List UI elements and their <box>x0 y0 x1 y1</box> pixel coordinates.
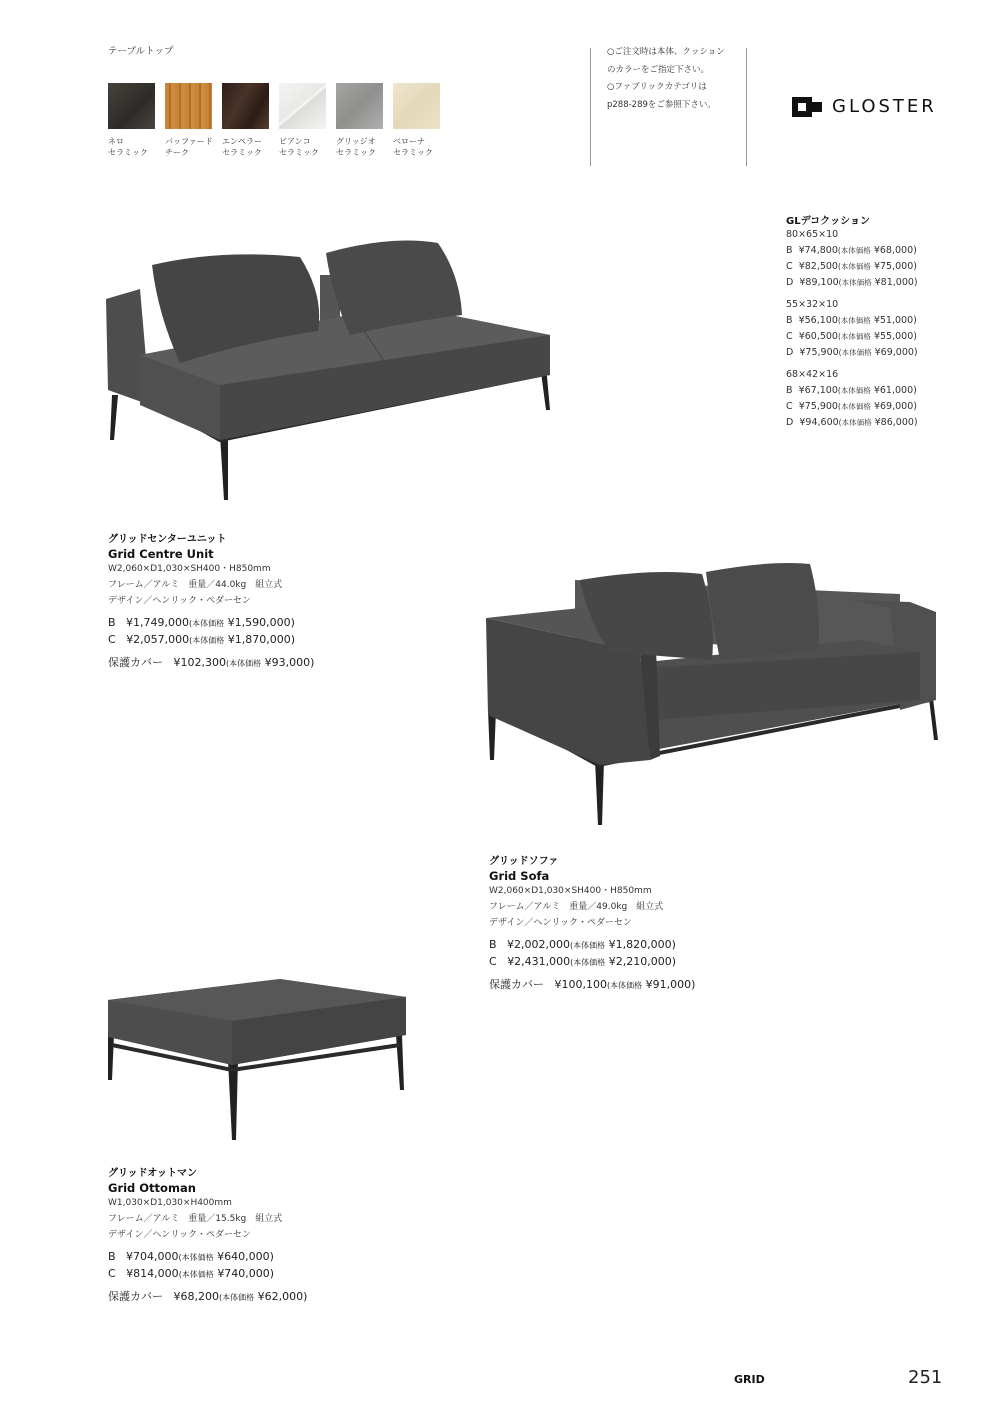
cushion-price-row: C ¥82,500(本体価格 ¥75,000) <box>786 261 917 272</box>
swatch-teak <box>165 83 212 129</box>
product-frame: フレーム／アルミ 重量／49.0kg 組立式 <box>489 902 664 912</box>
product-design: デザイン／ヘンリック・ペダーセン <box>489 918 632 928</box>
ottoman-details <box>108 1164 307 1306</box>
order-notes: ○ご注文時は本体、クッション のカラーをご指定下さい。 ○ファブリックカテゴリは p288-289をご参照下さい。 <box>607 47 725 110</box>
cushion-price-row: D ¥75,900(本体価格 ¥69,000) <box>786 347 918 358</box>
cover-price: 保護カバー ¥102,300(本体価格 ¥93,000) <box>108 656 315 669</box>
price-row: C ¥2,431,000(本体価格 ¥2,210,000) <box>489 955 677 968</box>
product-name-jp: グリッドソファ <box>489 856 559 867</box>
brand-logo <box>792 96 937 117</box>
swatch-nero <box>108 83 155 129</box>
cushion-price-row: B ¥74,800(本体価格 ¥68,000) <box>786 245 917 256</box>
swatch-label: エンペラー セラミック <box>222 137 262 157</box>
centre-unit-details <box>108 530 314 672</box>
grid-centre-unit-image <box>100 235 560 505</box>
product-design: デザイン／ヘンリック・ペダーセン <box>108 596 251 606</box>
cushion-size: 68×42×16 <box>786 369 839 380</box>
swatch-label: ビアンコ セラミック <box>279 137 319 157</box>
price-row: B ¥704,000(本体価格 ¥640,000) <box>108 1250 274 1263</box>
swatch-label: バッファード チーク <box>165 137 213 157</box>
brand-name: GLOSTER <box>832 96 937 117</box>
gloster-mark-icon <box>792 97 824 117</box>
tabletop-title: テーブルトップ <box>108 46 174 57</box>
price-row: B ¥1,749,000(本体価格 ¥1,590,000) <box>108 616 295 629</box>
product-frame: フレーム／アルミ 重量／44.0kg 組立式 <box>108 580 283 590</box>
cover-price: 保護カバー ¥68,200(本体価格 ¥62,000) <box>108 1290 308 1303</box>
cushion-price-row: C ¥60,500(本体価格 ¥55,000) <box>786 331 917 342</box>
swatch-label: グリッジオ セラミック <box>336 137 376 157</box>
cushion-price-row: B ¥56,100(本体価格 ¥51,000) <box>786 315 917 326</box>
swatch-verona <box>393 83 440 129</box>
swatch-labels <box>108 136 450 158</box>
cushion-size: 55×32×10 <box>786 299 839 310</box>
cushion-price-row: C ¥75,900(本体価格 ¥69,000) <box>786 401 917 412</box>
product-name-jp: グリッドオットマン <box>108 1168 197 1179</box>
cushion-title: GLデコクッション <box>786 216 870 227</box>
page-number: 251 <box>908 1367 943 1388</box>
product-name-en: Grid Ottoman <box>108 1181 196 1195</box>
swatch-label: ネロ セラミック <box>108 137 148 157</box>
product-size: W1,030×D1,030×H400mm <box>108 1198 232 1208</box>
price-row: C ¥814,000(本体価格 ¥740,000) <box>108 1267 275 1280</box>
swatch-bianco <box>279 83 326 129</box>
section-label: GRID <box>734 1373 765 1386</box>
cushion-price-row: B ¥67,100(本体価格 ¥61,000) <box>786 385 917 396</box>
cushion-size: 80×65×10 <box>786 229 839 240</box>
product-name-jp: グリッドセンターユニット <box>108 534 227 545</box>
cushion-pricelist <box>786 212 918 431</box>
product-size: W2,060×D1,030×SH400・H850mm <box>489 886 652 896</box>
swatch-emperor <box>222 83 269 129</box>
cover-price: 保護カバー ¥100,100(本体価格 ¥91,000) <box>489 978 696 991</box>
grid-ottoman-image <box>100 975 410 1145</box>
cushion-price-row: D ¥94,600(本体価格 ¥86,000) <box>786 417 918 428</box>
product-name-en: Grid Centre Unit <box>108 547 214 561</box>
product-frame: フレーム／アルミ 重量／15.5kg 組立式 <box>108 1214 283 1224</box>
price-row: B ¥2,002,000(本体価格 ¥1,820,000) <box>489 938 676 951</box>
grid-sofa-image <box>480 560 940 830</box>
swatch-label: ベローナ セラミック <box>393 137 433 157</box>
price-row: C ¥2,057,000(本体価格 ¥1,870,000) <box>108 633 296 646</box>
product-name-en: Grid Sofa <box>489 869 550 883</box>
divider-left <box>590 48 591 166</box>
product-design: デザイン／ヘンリック・ペダーセン <box>108 1230 251 1240</box>
swatch-grigio <box>336 83 383 129</box>
tabletop-swatches <box>108 83 450 129</box>
product-size: W2,060×D1,030×SH400・H850mm <box>108 564 271 574</box>
divider-right <box>746 48 747 166</box>
sofa-details <box>489 852 695 994</box>
cushion-price-row: D ¥89,100(本体価格 ¥81,000) <box>786 277 918 288</box>
